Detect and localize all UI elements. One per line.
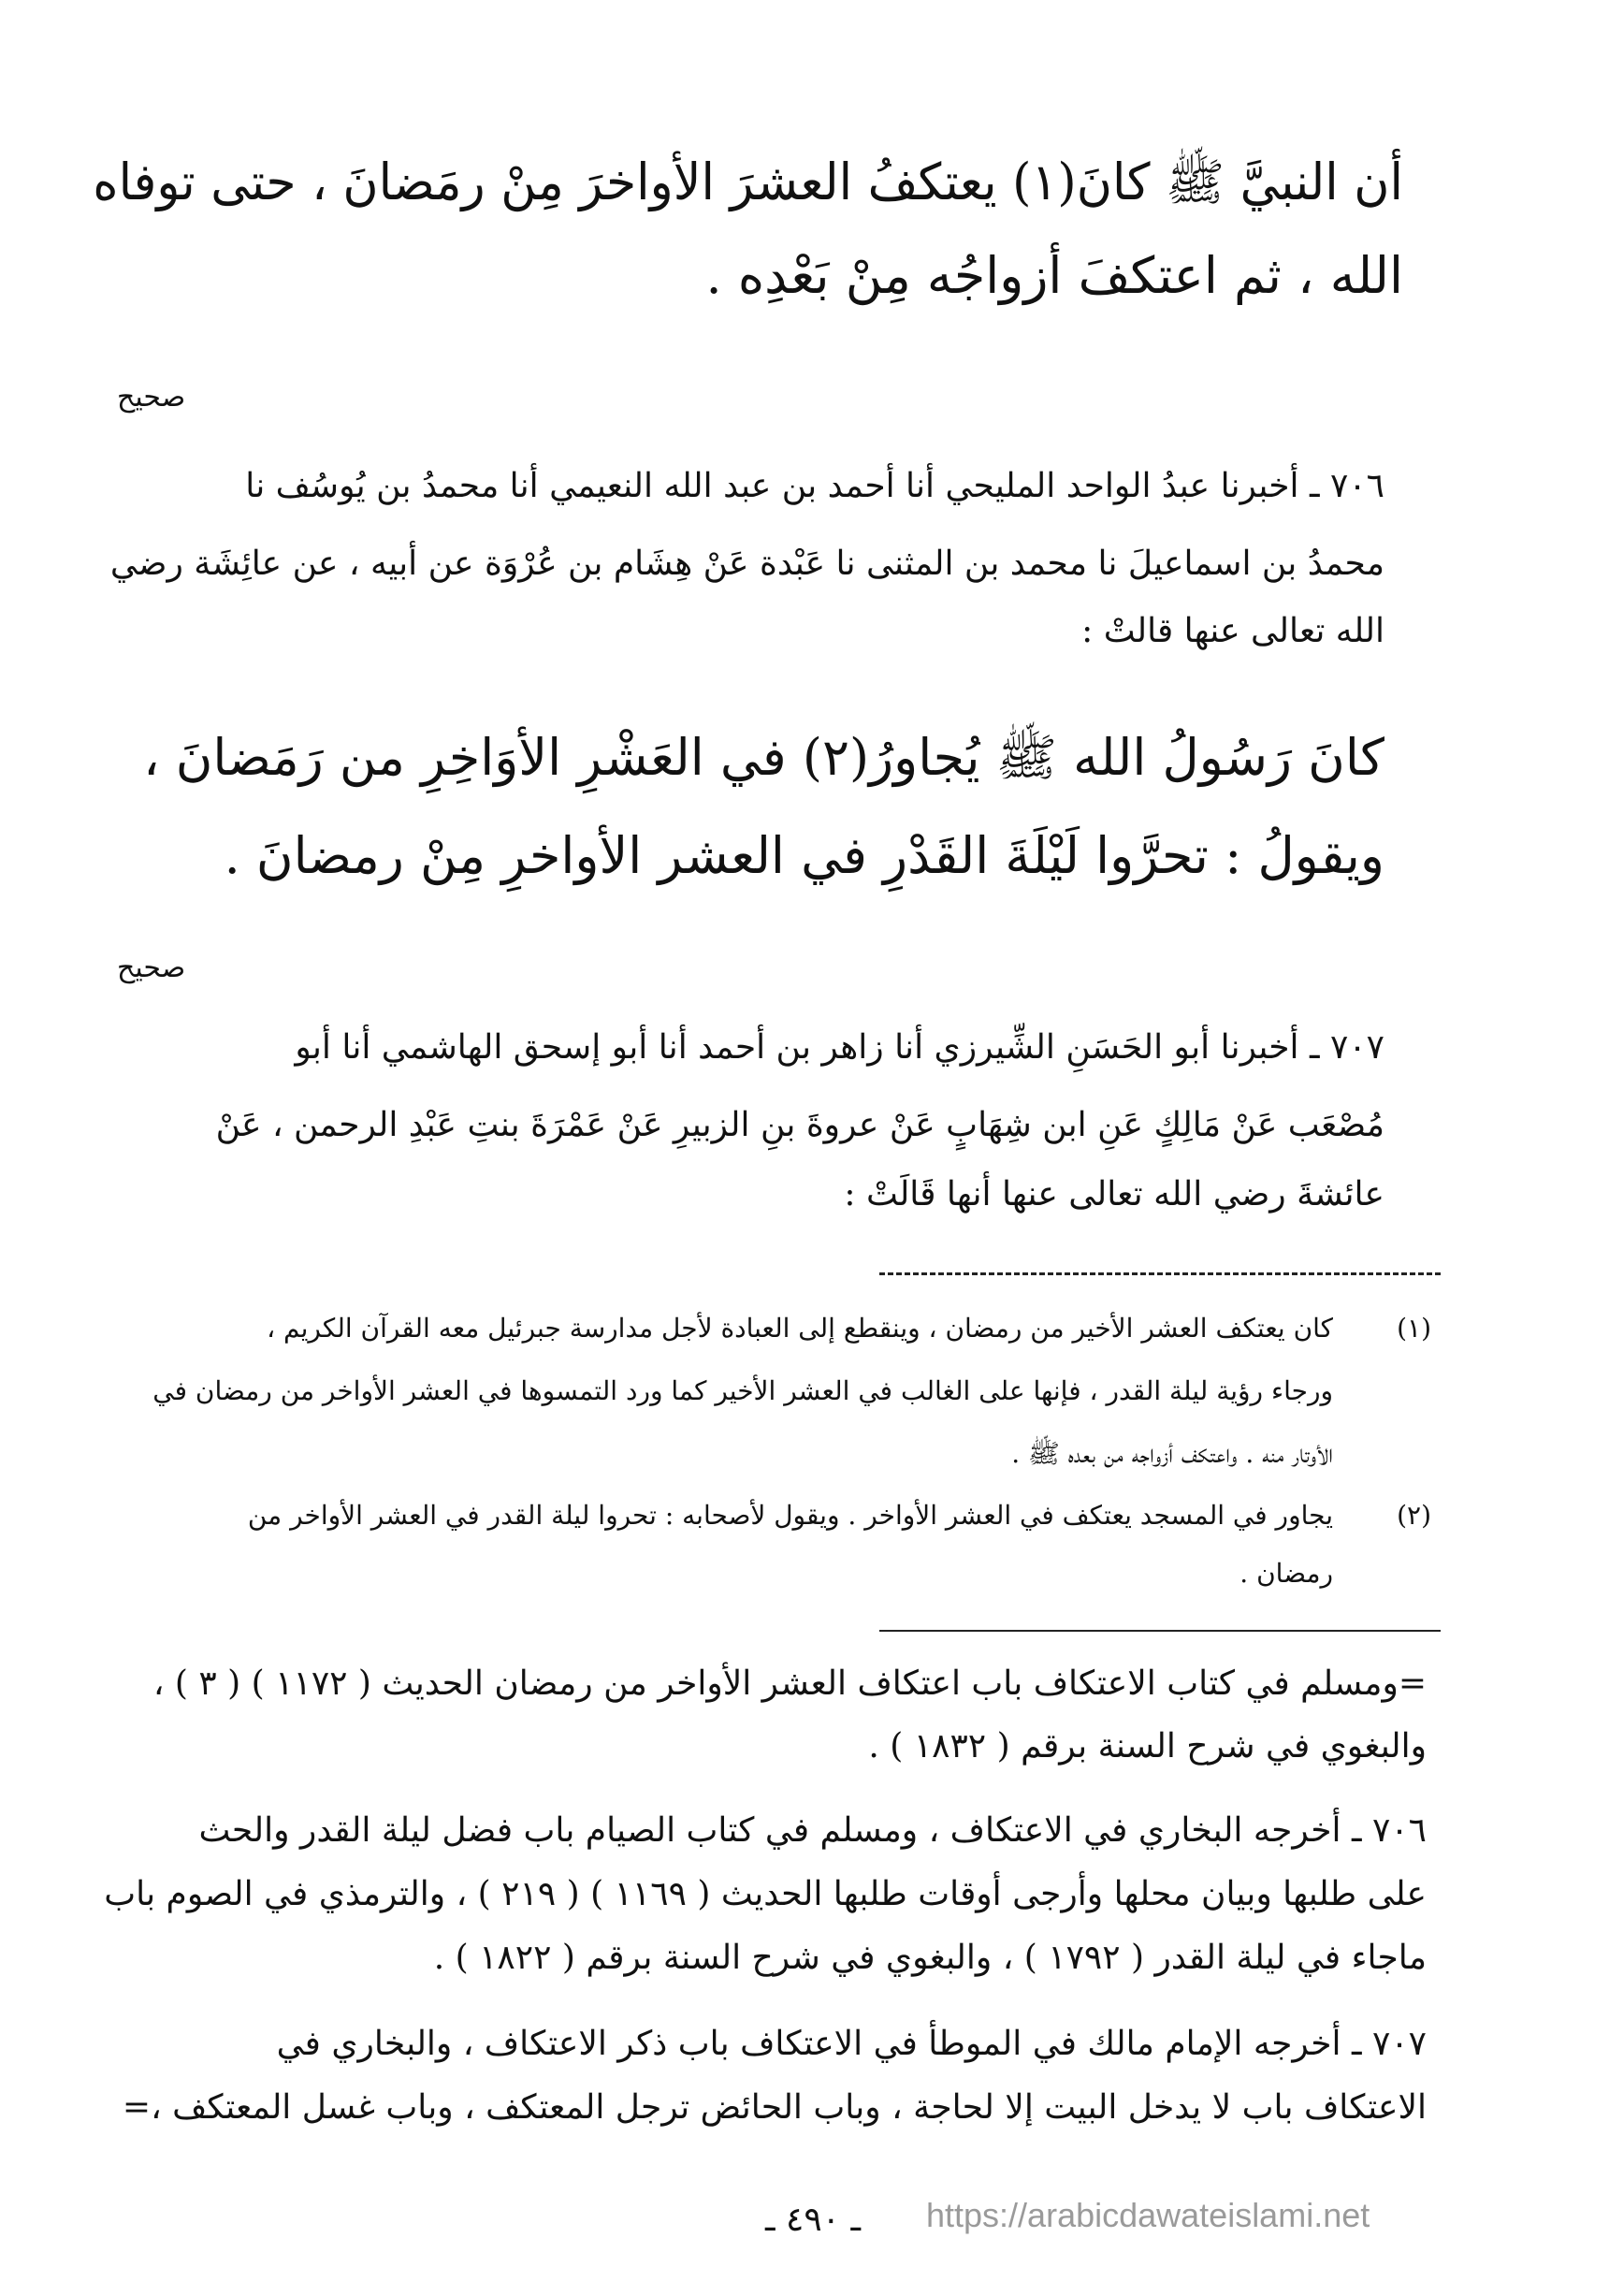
takhrij-706-line-2: على طلبها وبيان محلها وأرجى أوقات طلبها الحديث ( ١١٦٩ ) ( ٢١٩ ) ، والترمذي في الصوم باب — [104, 1875, 1427, 1913]
grade-label: صحيح — [117, 381, 186, 414]
isnad-707-line-1: ٧٠٧ ـ أخبرنا أبو الحَسَنِ الشِّيرزي أنا زاهر بن أحمد أنا أبو إسحق الهاشمي أنا أبو — [295, 1028, 1384, 1067]
footnote-1-line-2: ورجاء رؤية ليلة القدر ، فإنها على الغالب في العشر الأخير كما ورد التمسوها في العشر الأواخر من رمضان في — [152, 1375, 1333, 1406]
takhrij-continuation-line-2: والبغوي في شرح السنة برقم ( ١٨٣٢ ) . — [868, 1727, 1427, 1766]
isnad-706-line-3: الله تعالى عنها قالتْ : — [1081, 612, 1384, 650]
takhrij-706-line-1: ٧٠٦ ـ أخرجه البخاري في الاعتكاف ، ومسلم في كتاب الصيام باب فضل ليلة القدر والحث — [198, 1811, 1427, 1850]
footnote-2-line-1: يجاور في المسجد يعتكف في العشر الأواخر . ويقول لأصحابه : تحروا ليلة القدر في العشر الأواخر من — [247, 1500, 1333, 1531]
takhrij-707-line-2: الاعتكاف باب لا يدخل البيت إلا لحاجة ، وباب الحائض ترجل المعتكف ، وباب غسل المعتكف ،= — [122, 2088, 1427, 2127]
footnote-number: (١) — [1397, 1313, 1431, 1344]
isnad-707-line-3: عائشةَ رضي الله تعالى عنها أنها قَالَتْ : — [844, 1175, 1384, 1213]
matn-706-line-1: كانَ رَسُولُ الله ﷺ يُجاورُ(٢) في العَشْرِ الأوَاخِرِ من رَمَضانَ ، — [143, 728, 1384, 787]
matn-706-line-2: ويقولُ : تحرَّوا لَيْلَةَ القَدْرِ في العشر الأواخرِ مِنْ رمضانَ . — [224, 826, 1384, 885]
footnote-1-line-3: الأوتار منه . واعتكف أزواجه من بعده ﷺ . — [1011, 1438, 1333, 1469]
watermark-url: https://arabicdawateislami.net — [926, 2196, 1370, 2234]
takhrij-707-line-1: ٧٠٧ ـ أخرجه الإمام مالك في الموطأ في الاعتكاف باب ذكر الاعتكاف ، والبخاري في — [276, 2025, 1427, 2063]
grade-label: صحيح — [117, 952, 186, 984]
isnad-706-line-1: ٧٠٦ ـ أخبرنا عبدُ الواحد المليحي أنا أحمد بن عبد الله النعيمي أنا محمدُ بن يُوسُف نا — [245, 467, 1384, 505]
footnote-separator — [879, 1272, 1441, 1275]
matn-705-line-1: أن النبيَّ ﷺ كانَ(١) يعتكفُ العشرَ الأواخرَ مِنْ رمَضانَ ، حتى توفاه — [93, 153, 1403, 211]
page-number: ـ ٤٩٠ ـ — [764, 2201, 861, 2239]
takhrij-706-line-3: ماجاء في ليلة القدر ( ١٧٩٢ ) ، والبغوي في شرح السنة برقم ( ١٨٢٢ ) . — [433, 1939, 1427, 1977]
footnote-number: (٢) — [1397, 1500, 1431, 1531]
footnote-2-line-2: رمضان . — [1239, 1558, 1333, 1589]
takhrij-separator — [879, 1630, 1441, 1632]
isnad-707-line-2: مُصْعَب عَنْ مَالِكٍ عَنِ ابن شِهَابٍ عَنْ عروةَ بنِ الزبيرِ عَنْ عَمْرَةَ بنتِ عَبْدِ الرحمن ، عَنْ — [215, 1106, 1384, 1144]
matn-705-line-2: الله ، ثم اعتكفَ أزواجُه مِنْ بَعْدِه . — [705, 246, 1403, 305]
isnad-706-line-2: محمدُ بن اسماعيلَ نا محمد بن المثنى نا عَبْدة عَنْ هِشَام بن عُرْوَة عن أبيه ، عن عائِشَة رضي — [109, 545, 1384, 583]
footnote-1-line-1: كان يعتكف العشر الأخير من رمضان ، وينقطع إلى العبادة لأجل مدارسة جبرئيل معه القرآن الكريم ، — [267, 1313, 1333, 1344]
takhrij-continuation-line-1: =ومسلم في كتاب الاعتكاف باب اعتكاف العشر الأواخر من رمضان الحديث ( ١١٧٢ ) ( ٣ ) ، — [152, 1664, 1427, 1703]
